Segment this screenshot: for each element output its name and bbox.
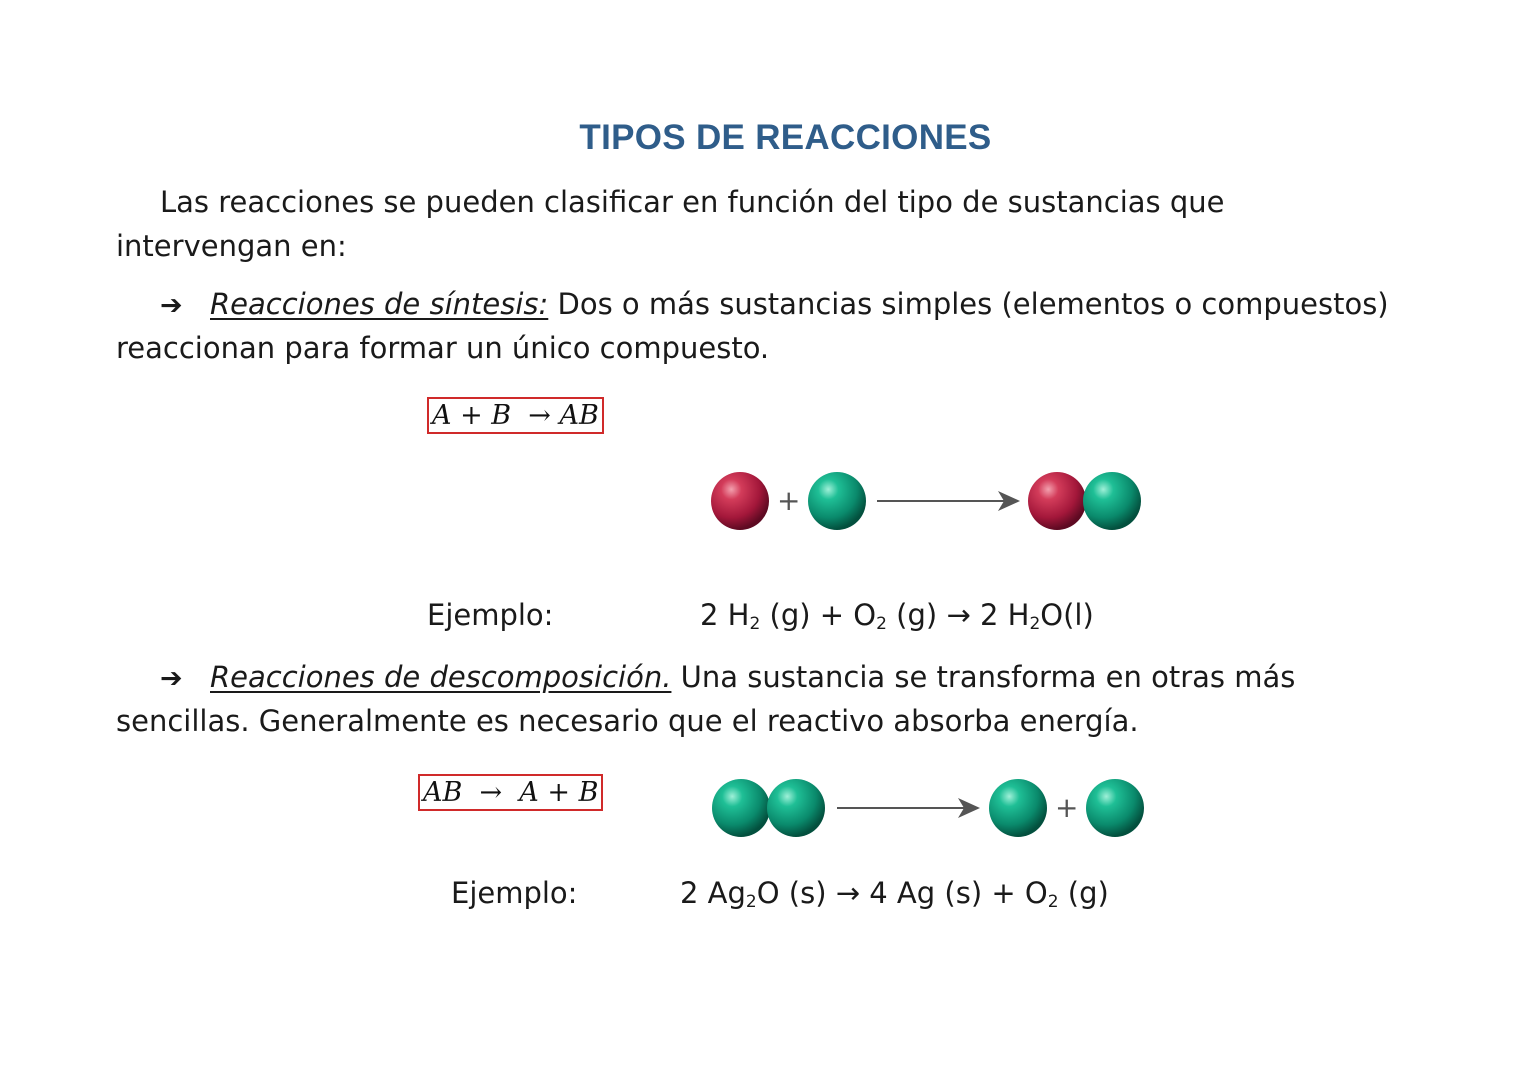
synthesis-text-2: reaccionan para formar un único compuesto. <box>116 331 770 365</box>
synthesis-formula-box: A + B → AB <box>427 397 604 434</box>
synthesis-text-1: Dos o más sustancias simples (elementos o compuestos) <box>548 287 1389 321</box>
green-atom-reactant-2 <box>767 779 825 837</box>
page-title: TIPOS DE REACCIONES <box>579 118 992 157</box>
decomposition-text-2: sencillas. Generalmente es necesario que el reactivo absorba energía. <box>116 704 1139 738</box>
decomposition-text-1: Una sustancia se transforma en otras más <box>671 660 1296 694</box>
decomposition-formula-box: AB → A + B <box>418 774 603 811</box>
green-atom-reactant-1 <box>712 779 770 837</box>
red-atom-product <box>1028 472 1086 530</box>
decomposition-example-equation: 2 $Ag_2O$ (s) → 4 Ag $(s) + O_2$ (g) <box>680 876 1109 912</box>
synthesis-heading-line <box>160 282 1389 328</box>
decomposition-heading-line <box>160 655 1295 701</box>
green-atom-product-2 <box>1086 779 1144 837</box>
decomposition-term: Reacciones de descomposición. <box>210 660 672 694</box>
green-atom-product <box>1083 472 1141 530</box>
synthesis-molecule-diagram <box>700 462 1160 542</box>
decomposition-example-label: Ejemplo: <box>451 876 578 910</box>
synthesis-example-equation: 2 $H_2$ $(g) + O_2$ (g) → 2 $H_2O(l)$ <box>700 598 1094 634</box>
green-atom-product-1 <box>989 779 1047 837</box>
intro-line-1: Las reacciones se pueden clasificar en función del tipo de sustancias que <box>160 185 1225 219</box>
synthesis-example-label: Ejemplo: <box>427 598 554 632</box>
intro-line-2: intervengan en: <box>116 229 347 263</box>
plus-sign: + <box>777 484 801 517</box>
red-atom <box>711 472 769 530</box>
plus-sign: + <box>1055 791 1079 824</box>
decomposition-molecule-diagram <box>700 770 1160 850</box>
synthesis-term: Reacciones de síntesis: <box>210 287 549 321</box>
green-atom <box>808 472 866 530</box>
right-arrow-icon: ➔ <box>160 663 183 694</box>
right-arrow-icon: ➔ <box>160 290 183 321</box>
